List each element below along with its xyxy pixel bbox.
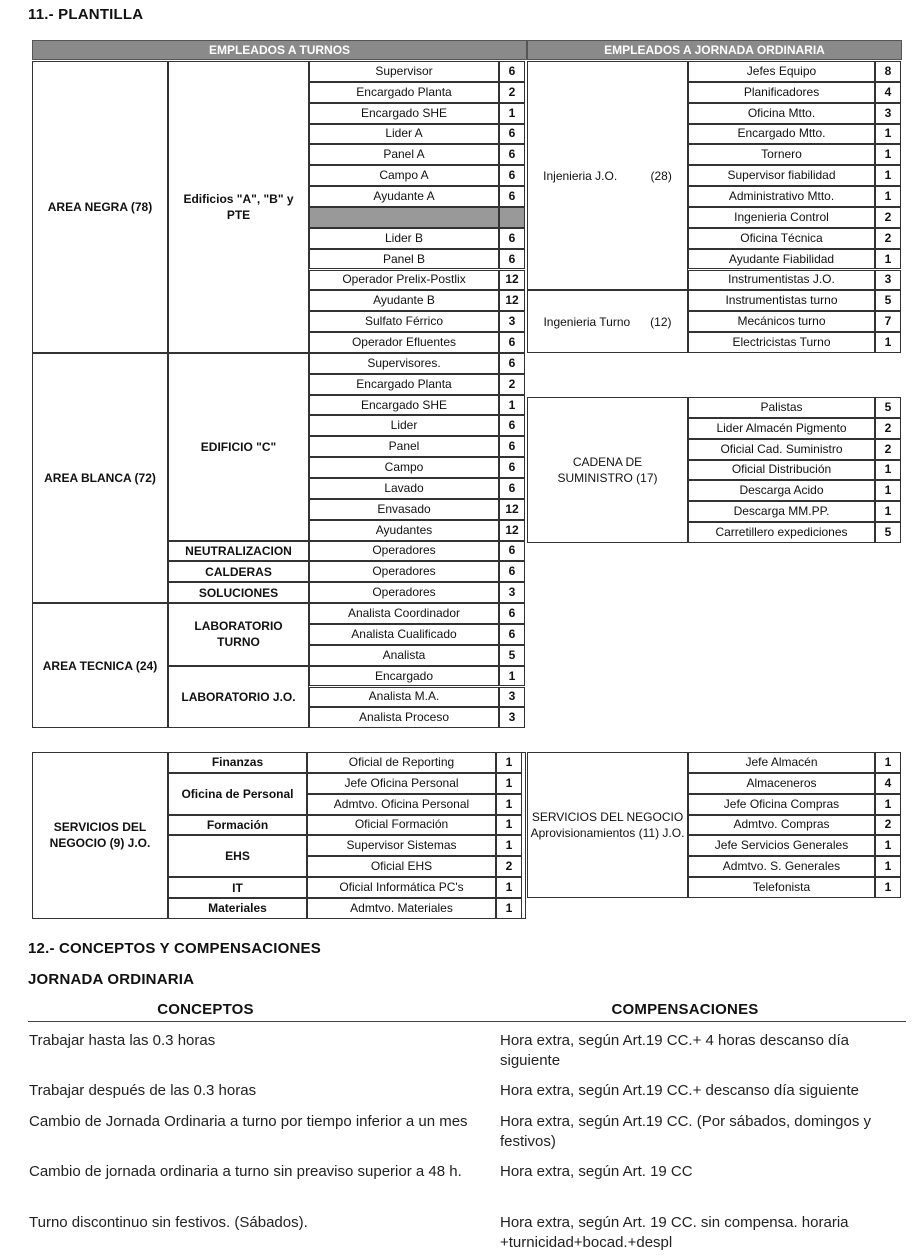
group-ingenieria-turno-label: Ingenieria Turno (12) [543,314,672,329]
right-count-cell: 3 [875,270,901,291]
left-count-cell: 2 [499,374,525,395]
left-role-cell: Encargado Planta [309,374,499,395]
left-role-cell: Supervisor [309,61,499,82]
concepto-text: Cambio de jornada ordinaria a turno sin preaviso superior a 48 h. [29,1163,462,1180]
right-count-cell: 2 [875,439,901,460]
right-role-cell: Oficial Cad. Suministro [688,439,875,460]
serv-left-role-cell: Oficial Informática PC's [307,877,496,898]
left-count-cell: 1 [499,103,525,124]
serv-left-role-cell: Admtvo. Materiales [307,898,496,919]
left-count-cell: 12 [499,520,525,541]
subarea-calderas-label: CALDERAS [205,564,272,579]
right-count-cell: 2 [875,228,901,249]
serv-left-role-cell: Jefe Oficina Personal [307,773,496,794]
serv-right-role-cell: Admtvo. Compras [688,815,875,836]
right-count-cell: 3 [875,103,901,124]
left-count-cell: 6 [499,415,525,436]
right-role-cell: Descarga MM.PP. [688,501,875,522]
left-role-cell: Campo [309,457,499,478]
left-role-cell: Encargado [309,666,499,687]
header-turnos: EMPLEADOS A TURNOS [32,40,527,60]
concepto-text: Cambio de Jornada Ordinaria a turno por tiempo inferior a un mes [29,1113,468,1130]
right-role-cell: Mecánicos turno [688,311,875,332]
left-count-cell: 1 [499,666,525,687]
left-count-cell: 12 [499,499,525,520]
section-12-subtitle: JORNADA ORDINARIA [28,971,195,988]
left-count-cell: 6 [499,124,525,145]
left-count-cell: 6 [499,186,525,207]
serv-right-role-cell: Jefe Oficina Compras [688,794,875,815]
section-11-title: 11.- PLANTILLA [28,6,144,23]
serv-right-count-cell: 1 [875,794,901,815]
servicios-left-col [32,752,168,919]
right-role-cell: Planificadores [688,82,875,103]
subarea-neutralizacion-label: NEUTRALIZACION [185,543,292,558]
right-role-cell: Administrativo Mtto. [688,186,875,207]
right-count-cell: 5 [875,522,901,543]
right-count-cell: 7 [875,311,901,332]
serv-right-count-cell: 2 [875,815,901,836]
right-role-cell: Lider Almacén Pigmento [688,418,875,439]
area-tecnica-label: AREA TECNICA (24) [42,658,158,673]
left-count-cell: 6 [499,436,525,457]
left-role-cell: Supervisores. [309,353,499,374]
left-count-cell: 3 [499,687,525,708]
right-role-cell: Oficina Mtto. [688,103,875,124]
left-count-cell: 3 [499,582,525,603]
right-role-cell: Descarga Acido [688,480,875,501]
left-role-cell: Sulfato Férrico [309,311,499,332]
serv-aprovisionamientos-label: SERVICIOS DEL NEGOCIO Aprovisionamientos (11) J.O. [530,809,685,840]
area-negra-label: AREA NEGRA (78) [47,199,153,214]
compensacion-text: Hora extra, según Art. 19 CC. sin compensa. horaria +turnicidad+bocad.+despl [500,1214,849,1251]
left-count-cell: 6 [499,144,525,165]
left-count-cell: 2 [499,82,525,103]
left-count-cell: 6 [499,624,525,645]
left-role-cell [309,207,499,228]
serv-right-count-cell: 1 [875,752,901,773]
right-count-cell: 2 [875,207,901,228]
left-count-cell: 6 [499,61,525,82]
serv-right-role-cell: Jefe Servicios Generales [688,835,875,856]
left-role-cell: Envasado [309,499,499,520]
subarea-edificios-abp-label: Edificios "A", "B" y PTE [183,191,294,222]
left-count-cell: 5 [499,645,525,666]
right-role-cell: Palistas [688,397,875,418]
right-count-cell: 5 [875,290,901,311]
right-count-cell: 1 [875,501,901,522]
right-role-cell: Ayudante Fiabilidad [688,249,875,270]
serv-right-count-cell: 4 [875,773,901,794]
right-count-cell: 1 [875,165,901,186]
serv-left-role-cell: Supervisor Sistemas [307,835,496,856]
left-role-cell: Lavado [309,478,499,499]
right-count-cell: 1 [875,249,901,270]
left-role-cell: Panel A [309,144,499,165]
right-count-cell: 1 [875,480,901,501]
section-12-title: 12.- CONCEPTOS Y COMPENSACIONES [28,940,321,957]
left-role-cell: Campo A [309,165,499,186]
serv-left-role-cell: Oficial de Reporting [307,752,496,773]
right-count-cell: 4 [875,82,901,103]
serv-left-count-cell: 1 [496,794,522,815]
serv-right-role-cell: Jefe Almacén [688,752,875,773]
subarea-lab-turno-label: LABORATORIO TURNO [194,619,283,650]
concepto-text: Trabajar después de las 0.3 horas [29,1082,257,1099]
compensacion-text: Hora extra, según Art.19 CC. (Por sábados, domingos y festivos) [500,1113,872,1150]
left-count-cell: 6 [499,541,525,562]
area-blanca-label: AREA BLANCA (72) [44,470,156,485]
serv-left-role-cell: Oficial EHS [307,856,496,877]
right-role-cell: Tornero [688,144,875,165]
serv-materiales-label: Materiales [208,901,267,916]
right-count-cell: 1 [875,144,901,165]
col-compensaciones-header: COMPENSACIONES [611,1001,759,1018]
left-count-cell: 6 [499,353,525,374]
left-role-cell: Encargado SHE [309,103,499,124]
serv-left-count-cell: 1 [496,752,522,773]
compensacion-text: Hora extra, según Art.19 CC.+ descanso día siguiente [500,1082,859,1099]
left-role-cell: Lider B [309,228,499,249]
right-role-cell: Electricistas Turno [688,332,875,353]
left-role-cell: Analista [309,645,499,666]
group-cadena-suministro-label: CADENA DE SUMINISTRO (17) [557,454,658,485]
right-role-cell: Ingenieria Control [688,207,875,228]
header-ordinaria: EMPLEADOS A JORNADA ORDINARIA [527,40,902,60]
conceptos-divider [28,1021,906,1022]
left-count-cell: 6 [499,457,525,478]
area-servicios-label: SERVICIOS DEL NEGOCIO (9) J.O. [49,820,151,851]
left-role-cell: Encargado Planta [309,82,499,103]
serv-finanzas-label: Finanzas [211,755,264,770]
right-count-cell: 2 [875,418,901,439]
right-role-cell: Carretillero expediciones [688,522,875,543]
left-count-cell: 3 [499,311,525,332]
serv-left-count-cell: 1 [496,898,522,919]
serv-left-role-cell: Admtvo. Oficina Personal [307,794,496,815]
serv-right-role-cell: Admtvo. S. Generales [688,856,875,877]
right-role-cell: Jefes Equipo [688,61,875,82]
group-ingenieria-jo-label: Injenieria J.O. (28) [543,168,672,183]
left-count-cell: 6 [499,478,525,499]
serv-it-label: IT [232,880,243,895]
left-count-cell: 6 [499,332,525,353]
concepto-text: Turno discontinuo sin festivos. (Sábados). [29,1214,308,1231]
serv-left-count-cell: 1 [496,815,522,836]
right-role-cell: Instrumentistas turno [688,290,875,311]
serv-right-count-cell: 1 [875,856,901,877]
left-count-cell: 6 [499,603,525,624]
right-count-cell: 1 [875,124,901,145]
left-role-cell: Lider [309,415,499,436]
subarea-lab-jo-label: LABORATORIO J.O. [181,689,296,704]
right-count-cell: 1 [875,186,901,207]
serv-left-count-cell: 1 [496,877,522,898]
left-role-cell: Encargado SHE [309,395,499,416]
serv-right-count-cell: 1 [875,877,901,898]
left-count-cell: 1 [499,395,525,416]
right-role-cell: Encargado Mtto. [688,124,875,145]
right-count-cell: 8 [875,61,901,82]
serv-formacion-label: Formación [206,817,269,832]
subarea-soluciones-label: SOLUCIONES [198,585,279,600]
left-role-cell: Operador Prelix-Postlix [309,270,499,291]
left-role-cell: Ayudantes [309,520,499,541]
col-conceptos-header: CONCEPTOS [157,1001,254,1018]
left-role-cell: Operadores [309,541,499,562]
serv-left-count-cell: 1 [496,773,522,794]
right-count-cell: 1 [875,460,901,481]
left-role-cell: Analista Proceso [309,707,499,728]
left-role-cell: Panel B [309,249,499,270]
left-role-cell: Analista M.A. [309,687,499,708]
left-role-cell: Ayudante B [309,290,499,311]
subarea-edificio-c-label: EDIFICIO "C" [200,439,277,454]
serv-right-role-cell: Telefonista [688,877,875,898]
serv-left-count-cell: 2 [496,856,522,877]
right-count-cell: 5 [875,397,901,418]
serv-oficina-personal-label: Oficina de Personal [181,786,294,801]
left-count-cell: 6 [499,249,525,270]
right-role-cell: Instrumentistas J.O. [688,270,875,291]
left-count-cell: 3 [499,707,525,728]
right-role-cell: Supervisor fiabilidad [688,165,875,186]
left-role-cell: Lider A [309,124,499,145]
serv-ehs-label: EHS [225,849,250,864]
left-count-cell: 12 [499,270,525,291]
serv-right-count-cell: 1 [875,835,901,856]
serv-left-role-cell: Oficial Formación [307,815,496,836]
left-role-cell: Analista Coordinador [309,603,499,624]
left-count-cell: 6 [499,228,525,249]
right-role-cell: Oficial Distribución [688,460,875,481]
left-count-cell: 6 [499,561,525,582]
left-count-cell [499,207,525,228]
left-role-cell: Operador Efluentes [309,332,499,353]
concepto-text: Trabajar hasta las 0.3 horas [29,1032,216,1049]
left-role-cell: Panel [309,436,499,457]
serv-right-role-cell: Almaceneros [688,773,875,794]
left-role-cell: Operadores [309,561,499,582]
compensacion-text: Hora extra, según Art.19 CC.+ 4 horas descanso día siguiente [500,1032,849,1069]
left-count-cell: 12 [499,290,525,311]
serv-left-count-cell: 1 [496,835,522,856]
right-count-cell: 1 [875,332,901,353]
compensacion-text: Hora extra, según Art. 19 CC [500,1163,693,1180]
left-role-cell: Analista Cualificado [309,624,499,645]
right-role-cell: Oficina Técnica [688,228,875,249]
left-role-cell: Ayudante A [309,186,499,207]
left-count-cell: 6 [499,165,525,186]
left-role-cell: Operadores [309,582,499,603]
